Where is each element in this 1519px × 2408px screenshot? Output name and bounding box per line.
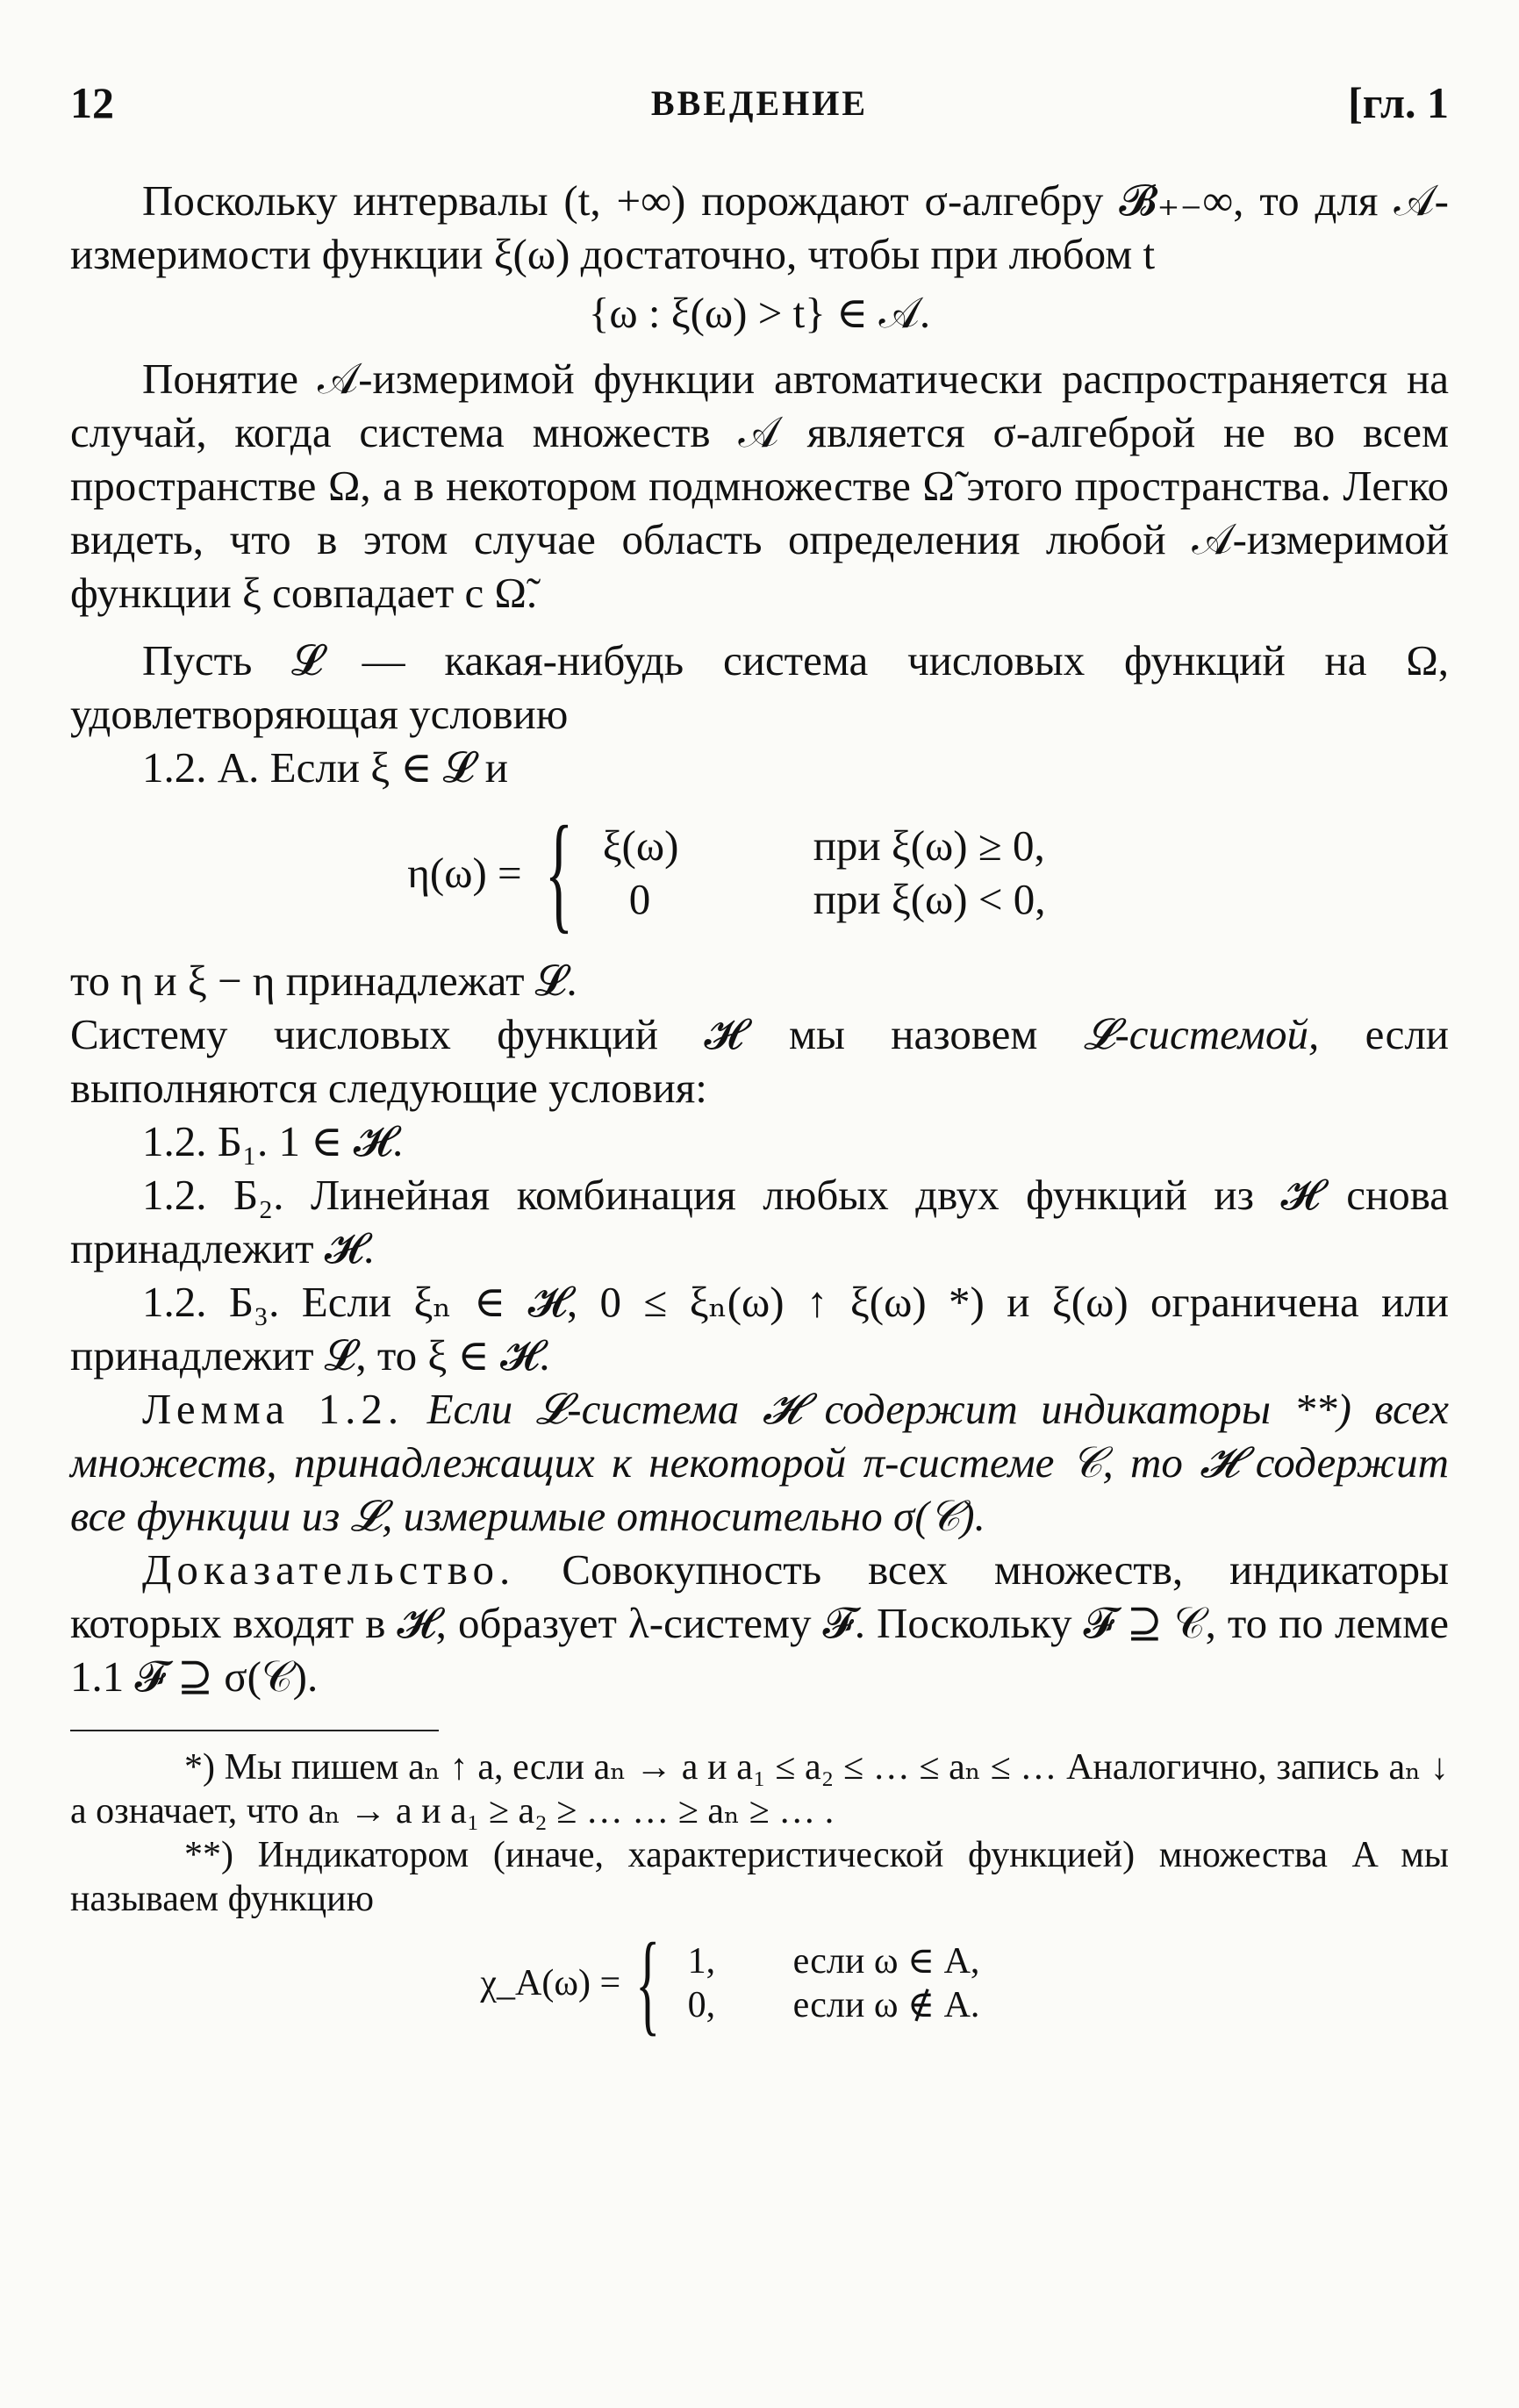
formula-measurability: {ω : ξ(ω) > t} ∈ 𝒜.	[588, 289, 931, 337]
footnote-rule	[70, 1730, 439, 1731]
page-body	[70, 174, 1450, 2046]
proof	[70, 1543, 1449, 1703]
eta-case-condition: при ξ(ω) ≥ 0,	[813, 821, 1045, 870]
proof-label: Доказательство.	[142, 1545, 516, 1594]
proof-text: Совокупность всех множеств, индикаторы которых входят в 𝓗, образует λ-систему 𝓕. Поскольку 𝓕 ⊇ 𝒞, то по лемме 1.1 𝓕 ⊇ σ(𝒞).	[70, 1545, 1449, 1701]
chi-case-value: 0,	[687, 1985, 716, 2025]
chi-case-condition: если ω ∉ A.	[792, 1985, 980, 2025]
left-brace: {	[544, 799, 573, 945]
lemma-statement: Если 𝓛-система 𝓗 содержит индикаторы **) всех множеств, принадлежащих к некоторой π-системе 𝒞, то 𝓗 содержит все функции из 𝓛, измеримые относительно σ(𝒞).	[70, 1385, 1450, 1540]
chi-cases	[688, 1939, 1039, 2027]
footnote-1: *) Мы пишем aₙ ↑ a, если aₙ → a и a₁ ≤ a₂ ≤ … ≤ aₙ ≤ … Аналогично, запись aₙ ↓ a означает, что aₙ → a и a₁ ≥ a₂ ≥ … … ≥ aₙ ≥ … .	[70, 1747, 1449, 1831]
running-header	[70, 77, 1449, 139]
chi-case-condition: если ω ∈ A,	[792, 1941, 980, 1982]
eta-case-value: ξ(ω)	[602, 821, 679, 870]
condition-1-2-b1: 1.2. Б₁. 1 ∈ 𝓗.	[142, 1117, 404, 1165]
paragraph-system-L: Пусть 𝓛 — какая-нибудь система числовых функций на Ω, удовлетворяющая условию	[70, 636, 1449, 738]
condition-1-2-b2: 1.2. Б₂. Линейная комбинация любых двух функций из 𝓗 снова принадлежит 𝓗.	[70, 1171, 1449, 1272]
chi-lhs: χ_A(ω) =	[480, 1963, 621, 2003]
condition-1-2-a: 1.2. А. Если ξ ∈ 𝓛 и	[142, 743, 508, 792]
chapter-label: [гл. 1	[1348, 78, 1449, 127]
footnote-2: **) Индикатором (иначе, характеристической функцией) множества A мы называем функцию	[70, 1835, 1449, 1919]
condition-1-2-b3: 1.2. Б₃. Если ξₙ ∈ 𝓗, 0 ≤ ξₙ(ω) ↑ ξ(ω) *) и ξ(ω) ограничена или принадлежит 𝓛, то ξ ∈ 𝓗.	[70, 1278, 1449, 1380]
formula-indicator	[70, 1920, 1449, 2046]
lemma-1-2	[70, 1382, 1449, 1543]
definition-text: Систему числовых функций 𝓗 мы назовем	[70, 1010, 1084, 1058]
formula-eta	[70, 799, 1449, 945]
paragraph-after-eta: то η и ξ − η принадлежат 𝓛.	[70, 957, 577, 1005]
definition-text: если выполняются следующие условия:	[70, 1010, 1449, 1112]
page-number: 12	[70, 78, 114, 127]
running-title: ВВЕДЕНИЕ	[650, 83, 869, 123]
defined-term: 𝓛-системой,	[1083, 1010, 1320, 1058]
left-brace: {	[635, 1920, 661, 2046]
eta-case-condition: при ξ(ω) < 0,	[813, 875, 1046, 923]
footnotes	[70, 1745, 1449, 2046]
lemma-label: Лемма 1.2.	[142, 1385, 405, 1433]
eta-lhs: η(ω) =	[407, 848, 522, 897]
eta-cases	[603, 819, 1112, 926]
chi-case-value: 1,	[687, 1941, 716, 1982]
paragraph-intervals: Поскольку интервалы (t, +∞) порождают σ-алгебру 𝓑₊₋∞, то для 𝒜-измеримости функции ξ(ω) достаточно, чтобы при любом t	[70, 176, 1449, 278]
paragraph-extension: Понятие 𝒜-измеримой функции автоматически распространяется на случай, когда система множеств 𝒜 является σ-алгеброй не во всем пространстве Ω, а в некотором подмножестве Ω̃ этого пространства. Легко видеть, что в этом случае область определения любой 𝒜-измеримой функции ξ совпадает с Ω̃.	[70, 355, 1449, 617]
eta-case-value: 0	[628, 875, 651, 923]
paragraph-L-system-def	[70, 1007, 1449, 1114]
